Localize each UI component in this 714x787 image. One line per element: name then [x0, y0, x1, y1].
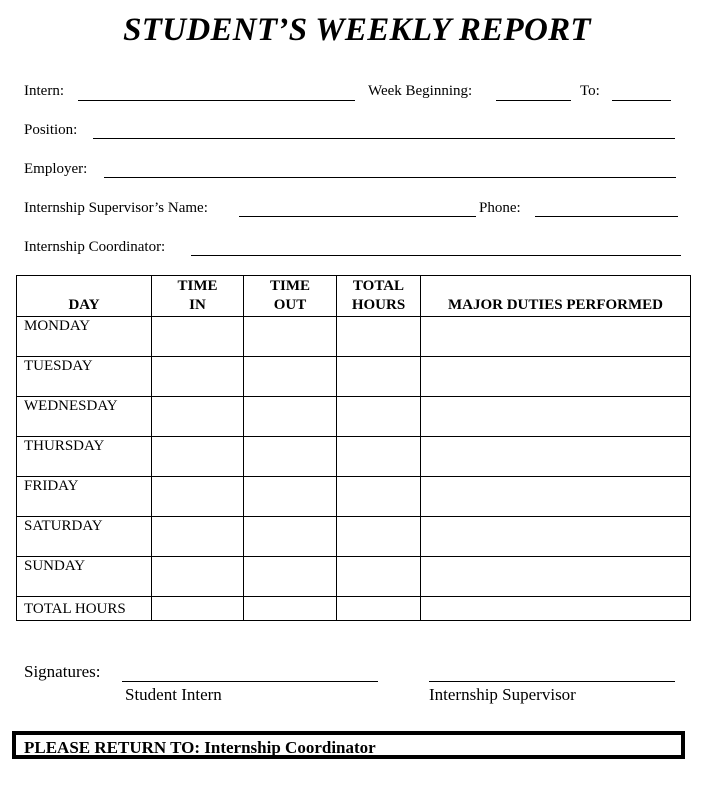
- signatures-label: Signatures:: [24, 662, 101, 681]
- day-label: SATURDAY: [17, 517, 152, 557]
- total-hours-header: TOTAL HOURS: [337, 276, 421, 317]
- time-in-cell[interactable]: [152, 357, 244, 397]
- day-label: MONDAY: [17, 317, 152, 357]
- intern-label: Intern:: [24, 83, 64, 99]
- to-label: To:: [580, 83, 600, 99]
- table-row: [17, 517, 691, 557]
- position-field[interactable]: [93, 138, 675, 139]
- total-hours-cell[interactable]: [337, 557, 421, 597]
- duties-cell[interactable]: [421, 437, 691, 477]
- phone-field[interactable]: [535, 216, 678, 217]
- duties-cell[interactable]: [421, 397, 691, 437]
- table-row: [17, 357, 691, 397]
- return-to-text: PLEASE RETURN TO: Internship Coordinator: [24, 738, 376, 757]
- intern-field[interactable]: [78, 100, 355, 101]
- total-hours-label: TOTAL HOURS: [17, 597, 152, 621]
- duties-cell[interactable]: [421, 517, 691, 557]
- total-hours-cell[interactable]: [337, 397, 421, 437]
- employer-field[interactable]: [104, 177, 676, 178]
- total-duties-cell[interactable]: [421, 597, 691, 621]
- supervisor-caption: Internship Supervisor: [429, 685, 576, 704]
- weekly-hours-table: [16, 275, 691, 621]
- total-hours-cell[interactable]: [337, 517, 421, 557]
- day-label: THURSDAY: [17, 437, 152, 477]
- coordinator-field[interactable]: [191, 255, 681, 256]
- coordinator-label: Internship Coordinator:: [24, 239, 166, 255]
- supervisor-name-label: Internship Supervisor’s Name:: [24, 200, 208, 216]
- supervisor-signature-line[interactable]: [429, 681, 675, 682]
- total-hours-cell[interactable]: [337, 357, 421, 397]
- table-row: [17, 477, 691, 517]
- time-in-cell[interactable]: [152, 557, 244, 597]
- major-duties-header: MAJOR DUTIES PERFORMED: [421, 276, 691, 317]
- day-label: WEDNESDAY: [17, 397, 152, 437]
- week-beginning-field[interactable]: [496, 100, 571, 101]
- day-label: TUESDAY: [17, 357, 152, 397]
- total-time-in-cell[interactable]: [152, 597, 244, 621]
- time-in-cell[interactable]: [152, 517, 244, 557]
- total-hours-cell[interactable]: [337, 437, 421, 477]
- day-header: DAY: [17, 276, 152, 317]
- day-label: FRIDAY: [17, 477, 152, 517]
- week-beginning-label: Week Beginning:: [368, 83, 473, 99]
- phone-label: Phone:: [479, 200, 521, 216]
- student-signature-line[interactable]: [122, 681, 378, 682]
- table-row: [17, 557, 691, 597]
- time-out-header: TIME OUT: [244, 276, 337, 317]
- duties-cell[interactable]: [421, 557, 691, 597]
- position-label: Position:: [24, 122, 78, 138]
- time-out-cell[interactable]: [244, 357, 337, 397]
- time-in-cell[interactable]: [152, 437, 244, 477]
- total-hours-cell[interactable]: [337, 317, 421, 357]
- page-title: STUDENT’S WEEKLY REPORT: [123, 12, 591, 48]
- student-intern-caption: Student Intern: [125, 685, 222, 704]
- total-time-out-cell[interactable]: [244, 597, 337, 621]
- table-row: [17, 317, 691, 357]
- total-hours-sum-cell[interactable]: [337, 597, 421, 621]
- time-out-cell[interactable]: [244, 397, 337, 437]
- duties-cell[interactable]: [421, 317, 691, 357]
- time-out-cell[interactable]: [244, 437, 337, 477]
- duties-cell[interactable]: [421, 357, 691, 397]
- duties-cell[interactable]: [421, 477, 691, 517]
- time-in-cell[interactable]: [152, 317, 244, 357]
- table-row: [17, 397, 691, 437]
- total-hours-row: [17, 597, 691, 621]
- time-out-cell[interactable]: [244, 317, 337, 357]
- time-out-cell[interactable]: [244, 557, 337, 597]
- time-in-cell[interactable]: [152, 397, 244, 437]
- time-out-cell[interactable]: [244, 517, 337, 557]
- time-out-cell[interactable]: [244, 477, 337, 517]
- day-label: SUNDAY: [17, 557, 152, 597]
- time-in-cell[interactable]: [152, 477, 244, 517]
- supervisor-name-field[interactable]: [239, 216, 476, 217]
- employer-label: Employer:: [24, 161, 88, 177]
- time-in-header: TIME IN: [152, 276, 244, 317]
- to-field[interactable]: [612, 100, 671, 101]
- table-header-row: [17, 276, 691, 317]
- total-hours-cell[interactable]: [337, 477, 421, 517]
- table-row: [17, 437, 691, 477]
